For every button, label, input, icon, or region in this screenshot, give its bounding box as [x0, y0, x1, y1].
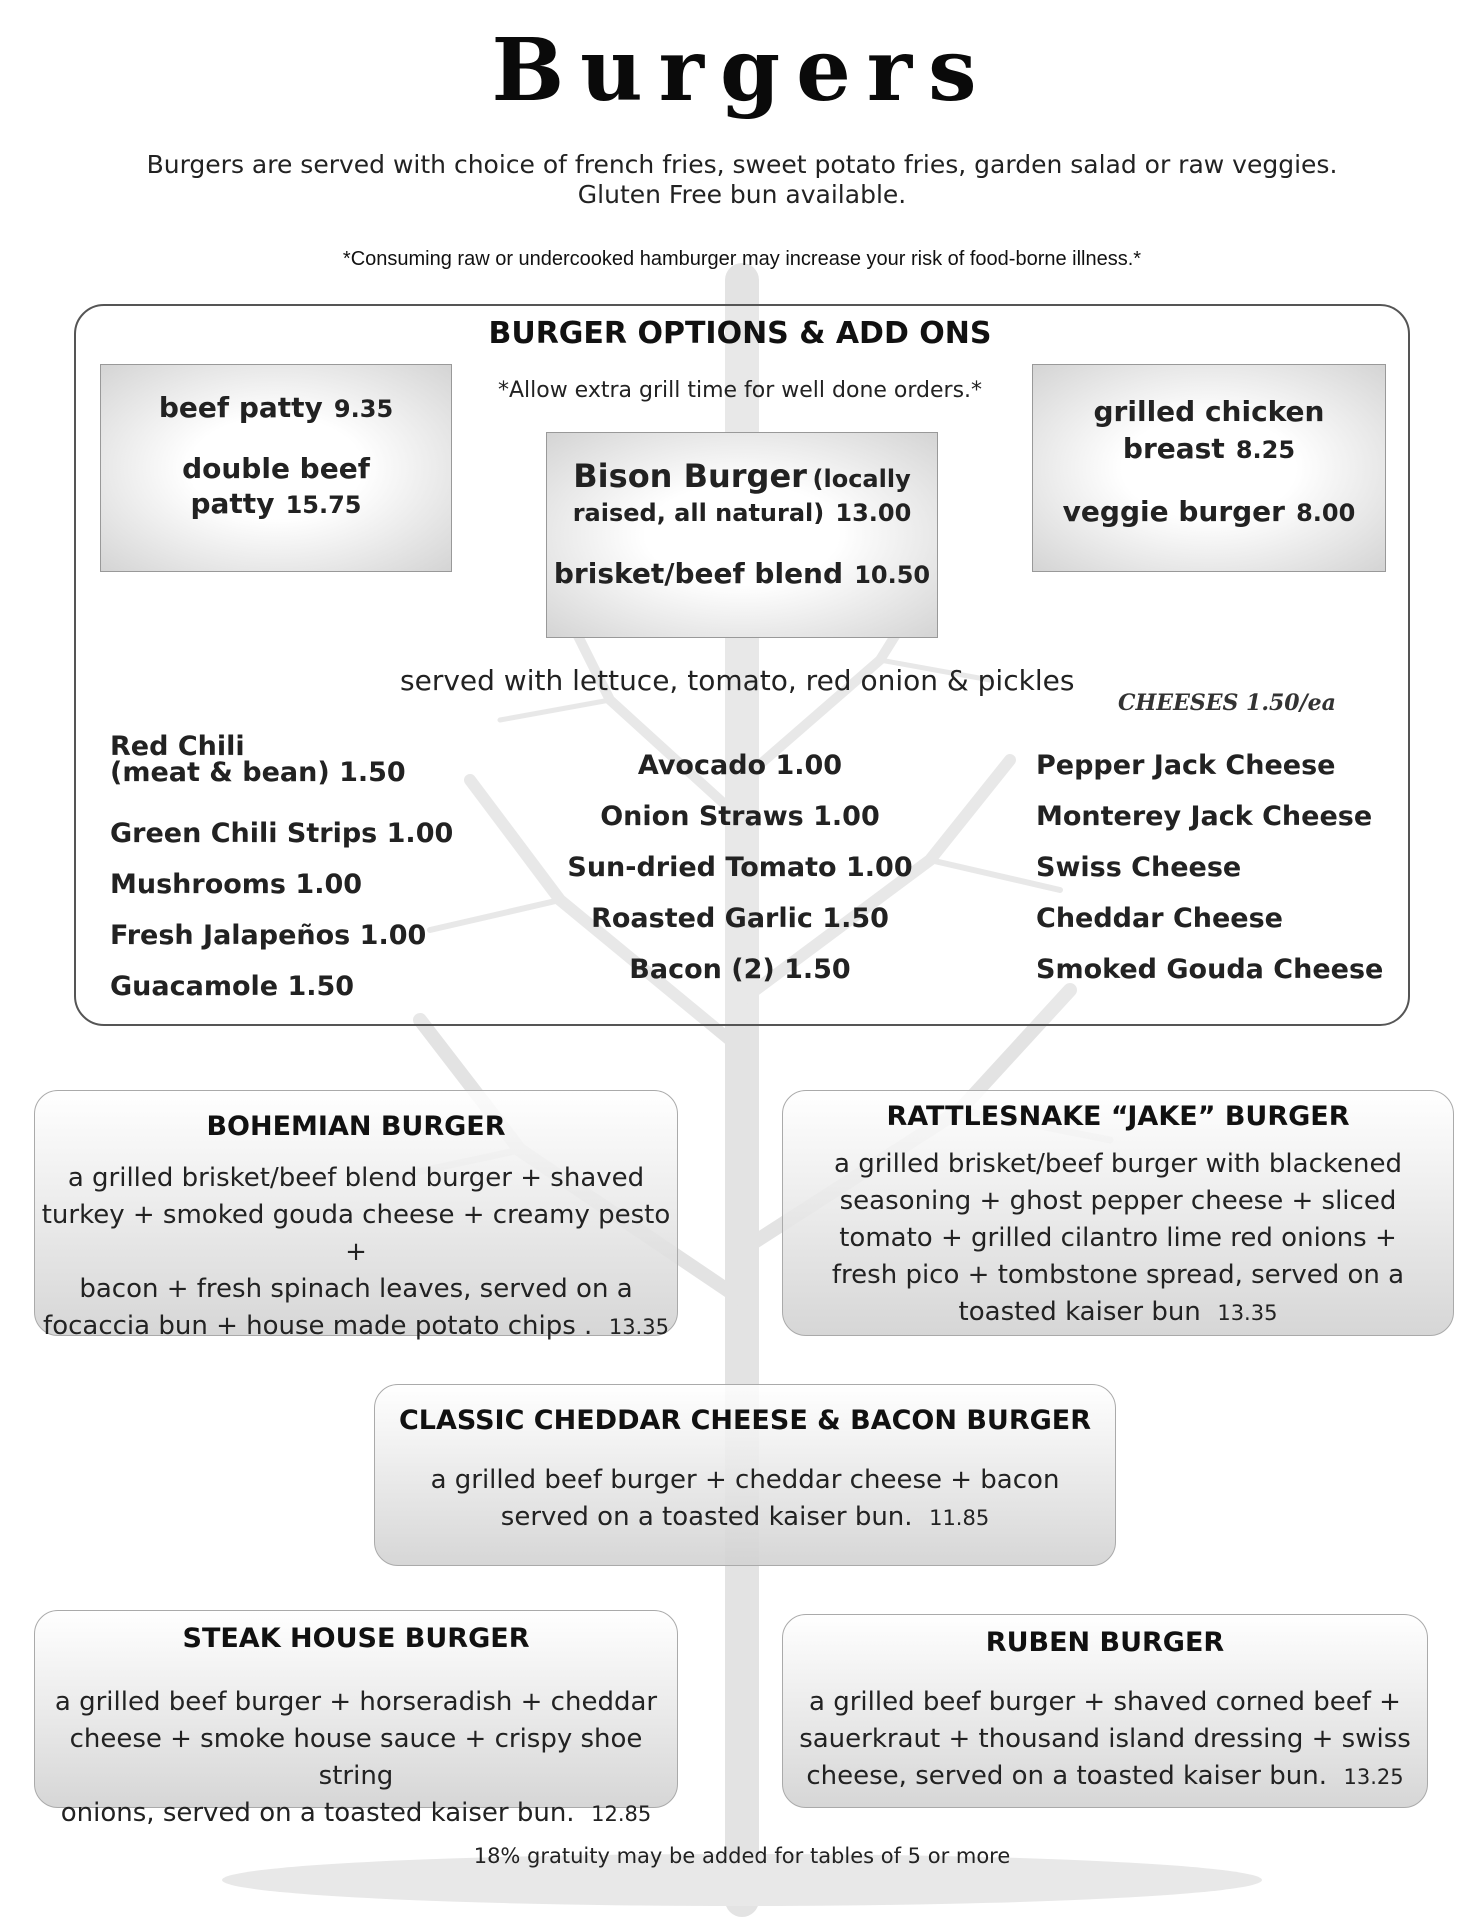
bison-line [547, 457, 937, 495]
chicken-veggie-box [1032, 364, 1386, 572]
cheeses-price-label: CHEESES 1.50/ea [1118, 690, 1336, 716]
item-name: patty [190, 487, 275, 520]
description-line: seasoning + ghost pepper cheese + sliced [839, 1186, 1397, 1216]
addons-left-column [110, 731, 454, 1012]
item-name: breast [1122, 432, 1225, 465]
burger-price: 13.35 [608, 1315, 669, 1339]
burger-description [783, 1146, 1453, 1332]
description-line: turkey + smoked gouda cheese + creamy pesto + [41, 1200, 671, 1267]
gratuity-note: 18% gratuity may be added for tables of 5 or more [473, 1844, 1011, 1868]
classic-cheddar-burger-card [374, 1384, 1116, 1566]
addons-middle-column [540, 740, 940, 995]
double-beef-line [101, 452, 451, 485]
list-item: Onion Straws 1.00 [600, 801, 880, 832]
item-name: grilled chicken [1093, 395, 1325, 428]
list-item: Smoked Gouda Cheese [1036, 954, 1384, 985]
description-line [783, 1294, 1453, 1332]
chicken-line-2 [1033, 432, 1385, 465]
description-text: cheese, served on a toasted kaiser bun. [806, 1761, 1327, 1791]
description-line: fresh pico + tombstone spread, served on a [831, 1260, 1405, 1290]
burger-price: 13.25 [1343, 1765, 1404, 1789]
item-name: double beef [182, 452, 370, 485]
burger-name: STEAK HOUSE BURGER [182, 1623, 530, 1654]
list-item: Roasted Garlic 1.50 [591, 903, 889, 934]
burger-price: 11.85 [929, 1506, 990, 1530]
description-line [35, 1308, 677, 1346]
description-line [375, 1499, 1115, 1537]
item-name: beef patty [158, 391, 323, 424]
description-line: a grilled brisket/beef burger with blackened [834, 1149, 1402, 1179]
burger-name: BOHEMIAN BURGER [206, 1111, 506, 1142]
description-text: toasted kaiser bun [958, 1297, 1201, 1327]
list-item: Bacon (2) 1.50 [629, 954, 851, 985]
description-line: a grilled beef burger + shaved corned beef + [809, 1687, 1401, 1717]
veggie-line [1033, 495, 1385, 528]
addon-red-chili [110, 731, 453, 788]
bison-line-2 [547, 499, 937, 527]
item-note: (locally [812, 465, 911, 493]
item-name: Bison Burger [573, 457, 807, 495]
burger-name: RATTLESNAKE “JAKE” BURGER [886, 1101, 1350, 1132]
bison-box [546, 432, 938, 638]
list-item: Monterey Jack Cheese [1036, 801, 1373, 832]
item-price: 8.00 [1296, 499, 1356, 527]
item-price: 10.50 [854, 561, 931, 589]
grill-time-note: *Allow extra grill time for well done orders.* [497, 378, 983, 403]
burger-price: 13.35 [1217, 1301, 1278, 1325]
description-line [783, 1758, 1427, 1796]
burger-description [375, 1462, 1115, 1537]
item-name: brisket/beef blend [553, 557, 844, 590]
description-text: focaccia bun + house made potato chips . [43, 1311, 593, 1341]
beef-patty-line [101, 391, 451, 424]
item-price: 9.35 [333, 395, 394, 423]
addon-name: (meat & bean) 1.50 [110, 757, 406, 788]
burger-description [35, 1160, 677, 1346]
description-line [35, 1795, 677, 1833]
list-item: Fresh Jalapeños 1.00 [110, 920, 427, 951]
addon-name: Red Chili [110, 731, 245, 762]
item-note: raised, all natural) [572, 499, 825, 527]
page-title: Burgers [491, 20, 993, 121]
description-line: sauerkraut + thousand island dressing + swiss [799, 1724, 1411, 1754]
ruben-burger-card [782, 1614, 1428, 1808]
list-item: Guacamole 1.50 [110, 971, 355, 1002]
description-text: onions, served on a toasted kaiser bun. [60, 1798, 575, 1828]
list-item: Avocado 1.00 [637, 750, 843, 781]
beef-patty-box [100, 364, 452, 572]
health-warning: *Consuming raw or undercooked hamburger may increase your risk of food-borne illness.* [342, 248, 1142, 270]
description-line: a grilled beef burger + cheddar cheese + bacon [430, 1465, 1060, 1495]
rattlesnake-burger-card [782, 1090, 1454, 1336]
item-price: 13.00 [835, 499, 912, 527]
cheeses-column [1036, 740, 1383, 995]
item-price: 15.75 [285, 491, 362, 519]
description-line: a grilled beef burger + horseradish + cheddar [54, 1687, 658, 1717]
list-item: Swiss Cheese [1036, 852, 1242, 883]
intro-line-sides: Burgers are served with choice of french fries, sweet potato fries, garden salad or raw veggies. [146, 150, 1338, 179]
list-item: Mushrooms 1.00 [110, 869, 363, 900]
burger-name: RUBEN BURGER [985, 1627, 1225, 1658]
burger-description [35, 1684, 677, 1833]
brisket-line [547, 557, 937, 590]
list-item: Sun-dried Tomato 1.00 [567, 852, 913, 883]
served-with-note: served with lettuce, tomato, red onion & pickles [400, 664, 1075, 697]
burger-description [783, 1684, 1427, 1796]
list-item: Cheddar Cheese [1036, 903, 1283, 934]
intro-line-gluten-free: Gluten Free bun available. [577, 180, 907, 209]
item-price: 8.25 [1235, 436, 1296, 464]
options-title: BURGER OPTIONS & ADD ONS [488, 316, 992, 351]
burger-price: 12.85 [591, 1802, 652, 1826]
list-item: Pepper Jack Cheese [1036, 750, 1336, 781]
bohemian-burger-card [34, 1090, 678, 1341]
double-beef-line-2 [101, 487, 451, 520]
description-line: a grilled brisket/beef blend burger + shaved [67, 1163, 645, 1193]
item-name: veggie burger [1062, 495, 1285, 528]
chicken-line [1033, 395, 1385, 428]
description-text: served on a toasted kaiser bun. [500, 1502, 913, 1532]
description-line: bacon + fresh spinach leaves, served on a [79, 1274, 633, 1304]
description-line: tomato + grilled cilantro lime red onions + [839, 1223, 1397, 1253]
list-item: Green Chili Strips 1.00 [110, 818, 454, 849]
intro-text [0, 150, 1484, 210]
burger-name: CLASSIC CHEDDAR CHEESE & BACON BURGER [398, 1405, 1092, 1436]
steak-house-burger-card [34, 1610, 678, 1828]
description-line: cheese + smoke house sauce + crispy shoe string [69, 1724, 643, 1791]
